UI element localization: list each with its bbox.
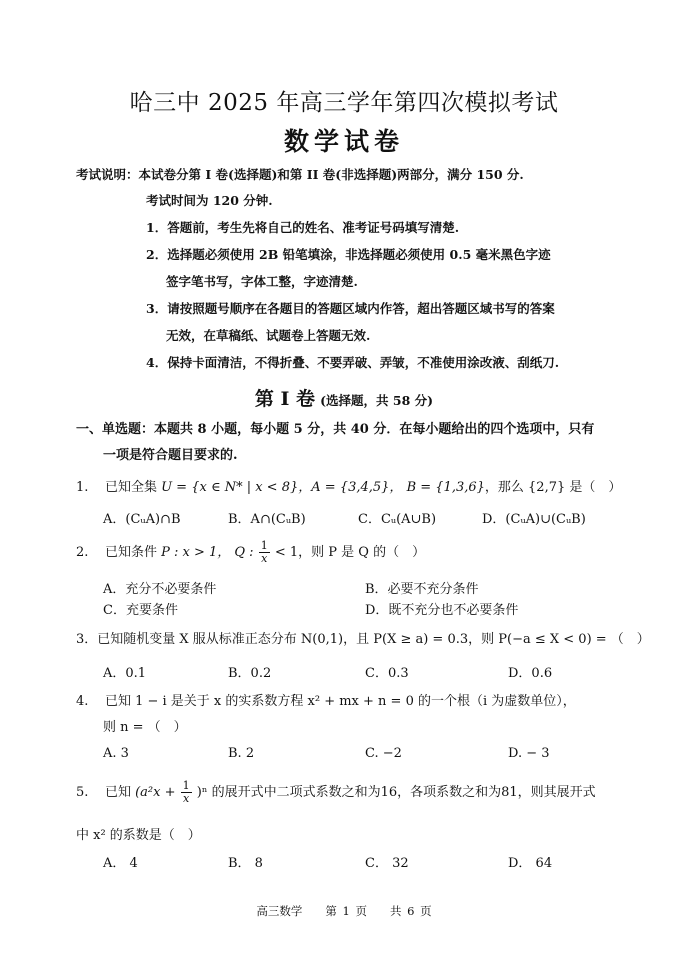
instructions-lead: 考试说明：本试卷分第 I 卷(选择题)和第 II 卷(非选择题)两部分，满分 150 分.: [76, 167, 524, 182]
option-a: A．充分不必要条件: [103, 582, 217, 597]
section-heading: 一、单选题：本题共 8 小题，每小题 5 分，共 40 分．在每小题给出的四个选项中，只有: [76, 422, 595, 437]
question-number: 1.: [76, 480, 89, 495]
instruction-item: 无效，在草稿纸、试题卷上答题无效.: [166, 328, 371, 343]
math-expr: B = {1,3,6}: [406, 480, 485, 495]
option-d: D．(CᵤA)∪(CᵤB): [482, 512, 586, 527]
question-text: 已知全集: [104, 480, 157, 495]
instruction-item: 3．请按照题号顺序在各题目的答题区域内作答，超出答题区域书写的答案: [146, 301, 555, 316]
question-number: 2.: [76, 545, 89, 560]
page-footer: 高三数学 第 1 页 共 6 页: [256, 904, 432, 918]
option-d: D. − 3: [508, 746, 550, 761]
option-a: A. 3: [103, 746, 129, 761]
option-c: C． 32: [365, 856, 409, 871]
question-2: [76, 540, 425, 565]
question-number: 4.: [76, 694, 89, 709]
fraction-denominator: x: [183, 792, 190, 805]
option-b: B．0.2: [228, 666, 272, 681]
option-b: B. 2: [228, 746, 255, 761]
option-c: C．Cᵤ(A∪B): [358, 512, 437, 527]
question-4-cont: 则 n = （ ）: [103, 720, 187, 735]
fraction-numerator: 1: [182, 779, 190, 792]
question-text: ，那么 {2,7} 是（ ）: [484, 480, 622, 495]
option-d: D． 64: [508, 856, 553, 871]
question-text: 已知条件: [104, 545, 157, 560]
question-text: 已知 1 − i 是关于 x 的实系数方程 x² + mx + n = 0 的一个根（i 为虚数单位），: [104, 694, 576, 709]
question-text: < 1，则 P 是 Q 的（ ）: [274, 545, 426, 560]
question-5-cont: 中 x² 的系数是（ ）: [76, 828, 201, 843]
part-title: 第 I 卷: [254, 388, 316, 410]
instructions-time: 考试时间为 120 分钟.: [146, 193, 273, 208]
part-detail: (选择题，共 58 分): [320, 393, 434, 408]
option-b: B．必要不充分条件: [365, 582, 479, 597]
question-1: [76, 476, 621, 495]
instruction-item: 签字笔书写，字体工整，字迹清楚.: [166, 274, 358, 289]
option-c: C. −2: [365, 746, 402, 761]
option-a: A．(CᵤA)∩B: [103, 512, 181, 527]
question-text: )ⁿ 的展开式中二项式系数之和为16，各项系数之和为81，则其展开式: [196, 785, 596, 800]
math-expr: (a²x +: [135, 785, 176, 800]
option-a: A．0.1: [103, 666, 147, 681]
question-text: 已知: [104, 785, 131, 800]
question-4: [76, 690, 576, 709]
math-expr: Q :: [234, 545, 254, 560]
instruction-item: 4．保持卡面清洁，不得折叠、不要弄破、弄皱，不准使用涂改液、刮纸刀.: [146, 355, 560, 370]
fraction: [259, 540, 270, 565]
exam-title: 哈三中 2025 年高三学年第四次模拟考试: [129, 90, 559, 116]
question-number: 5.: [76, 785, 89, 800]
math-expr: P : x > 1，: [161, 545, 231, 560]
option-b: B． 8: [228, 856, 263, 871]
math-expr: ，A = {3,4,5}，: [298, 480, 403, 495]
instruction-item: 1．答题前，考生先将自己的姓名、准考证号码填写清楚.: [146, 220, 460, 235]
option-c: C．0.3: [365, 666, 409, 681]
option-a: A． 4: [103, 856, 138, 871]
option-b: B．A∩(CᵤB): [228, 512, 306, 527]
math-expr: U = {x ∈ N* | x < 8}: [161, 480, 299, 495]
instruction-item: 2．选择题必须使用 2B 铅笔填涂，非选择题必须使用 0.5 毫米黑色字迹: [146, 247, 551, 262]
option-d: D．0.6: [508, 666, 553, 681]
fraction-numerator: 1: [260, 539, 268, 552]
exam-subtitle: 数学试卷: [283, 127, 404, 156]
option-d: D．既不充分也不必要条件: [365, 603, 519, 618]
fraction-denominator: x: [261, 552, 268, 565]
option-c: C．充要条件: [103, 603, 178, 618]
section-heading-cont: 一项是符合题目要求的.: [103, 448, 238, 463]
part-heading: [0, 384, 688, 411]
question-3: 3．已知随机变量 X 服从标准正态分布 N(0,1)，且 P(X ≥ a) = 0.3，则 P(−a ≤ X < 0) = （ ）: [76, 632, 650, 647]
question-5: [76, 780, 596, 805]
fraction: [181, 780, 192, 805]
